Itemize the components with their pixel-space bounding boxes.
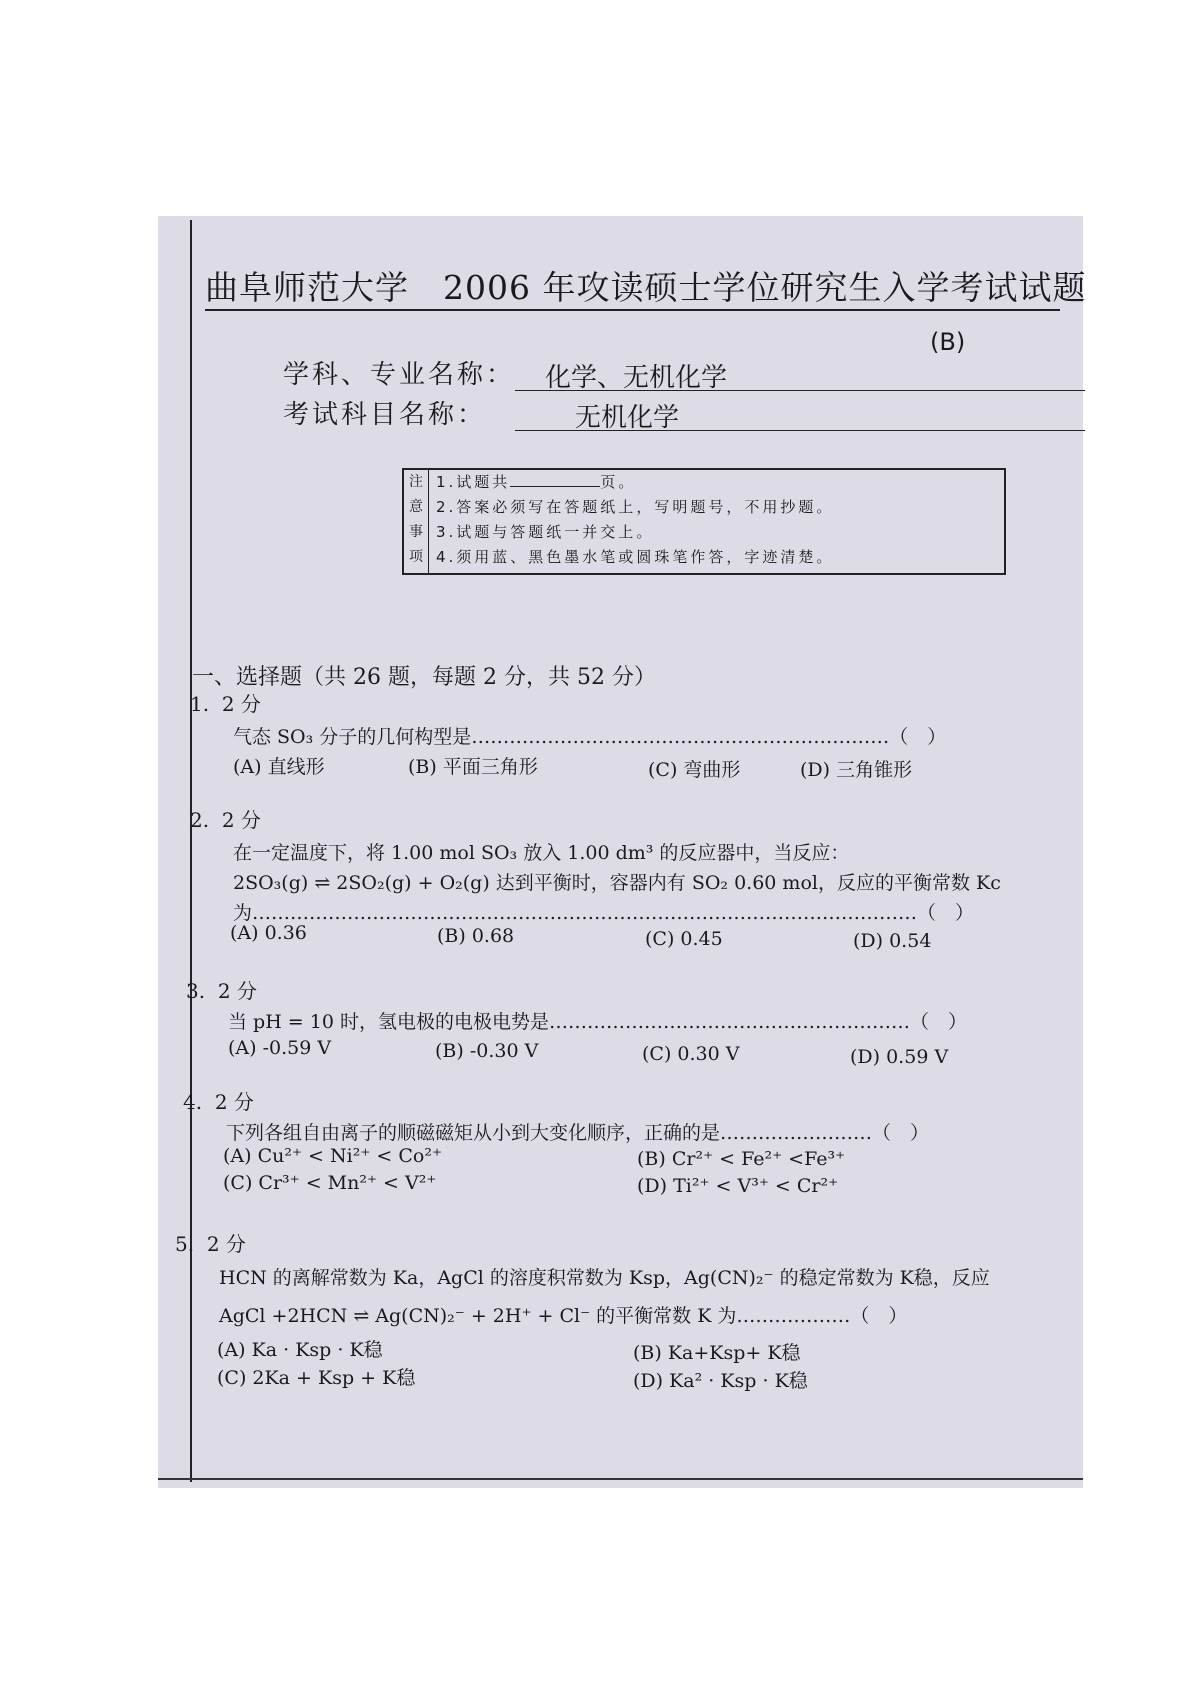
option-b: (B) 平面三角形 — [408, 756, 538, 778]
notice-head-char: 注 — [409, 474, 423, 490]
option-c: (C) 0.30 V — [642, 1043, 740, 1065]
section-title: 一、选择题（共 26 题，每题 2 分，共 52 分） — [192, 665, 656, 690]
question-stem: 气态 SO₃ 分子的几何构型是…………………………………………………………（ ） — [233, 726, 947, 748]
question-stem: 为……………………………………………………………………………………………（ ） — [233, 902, 975, 924]
option-d: (D) 0.54 — [853, 930, 932, 952]
major-value: 化学、无机化学 — [545, 363, 728, 393]
option-c: (C) 弯曲形 — [648, 759, 741, 781]
subject-label: 考试科目名称： — [283, 400, 487, 430]
question-stem: 2SO₃(g) ⇌ 2SO₂(g) + O₂(g) 达到平衡时，容器内有 SO₂ 0.60 mol，反应的平衡常数 Kc — [233, 872, 1001, 894]
question-stem: 下列各组自由离子的顺磁磁矩从小到大变化顺序，正确的是……………………（ ） — [226, 1122, 930, 1144]
option-a: (A) -0.59 V — [228, 1037, 332, 1059]
question-number: 2. 2 分 — [190, 808, 261, 832]
notice-item: 2.答案必须写在答题纸上，写明题号，不用抄题。 — [436, 498, 835, 516]
subject-value: 无机化学 — [575, 403, 680, 433]
notice-box — [402, 468, 1006, 575]
question-stem: AgCl +2HCN ⇌ Ag(CN)₂⁻ + 2H⁺ + Cl⁻ 的平衡常数 K 为………………（ ） — [219, 1305, 908, 1327]
option-c: (C) 0.45 — [645, 928, 723, 950]
option-a: (A) Cu²⁺ < Ni²⁺ < Co²⁺ — [223, 1145, 442, 1167]
option-b: (B) 0.68 — [437, 925, 515, 947]
question-number: 4. 2 分 — [183, 1090, 254, 1114]
option-b: (B) -0.30 V — [435, 1040, 539, 1062]
option-c: (C) 2Ka + Ksp + K稳 — [217, 1367, 416, 1389]
major-underline — [515, 390, 1085, 391]
option-a: (A) 直线形 — [233, 756, 325, 778]
frame-bottom-border — [158, 1478, 1083, 1480]
notice-item: 1.试题共 页。 — [436, 473, 637, 491]
frame-left-border — [190, 220, 192, 1482]
notice-item: 4.须用蓝、黑色墨水笔或圆珠笔作答，字迹清楚。 — [436, 548, 835, 566]
question-stem: HCN 的离解常数为 Ka，AgCl 的溶度积常数为 Ksp，Ag(CN)₂⁻ 的稳定常数为 K稳，反应 — [219, 1267, 990, 1289]
option-a: (A) Ka · Ksp · K稳 — [217, 1339, 383, 1361]
exam-title: 曲阜师范大学 2006 年攻读硕士学位研究生入学考试试题 — [205, 268, 1087, 307]
question-stem: 在一定温度下，将 1.00 mol SO₃ 放入 1.00 dm³ 的反应器中，当反应： — [233, 842, 850, 864]
question-number: 1. 2 分 — [190, 692, 261, 716]
notice-item: 3.试题与答题纸一并交上。 — [436, 523, 655, 541]
question-number: 3. 2 分 — [186, 979, 257, 1003]
paper-version: (B) — [930, 328, 966, 356]
subject-underline — [515, 430, 1085, 431]
notice-head-char: 意 — [409, 499, 423, 515]
notice-heading — [404, 470, 429, 573]
option-d: (D) Ka² · Ksp · K稳 — [633, 1370, 808, 1392]
option-a: (A) 0.36 — [230, 922, 307, 944]
option-d: (D) 0.59 V — [850, 1046, 949, 1068]
title-underline — [205, 309, 1060, 311]
option-c: (C) Cr³⁺ < Mn²⁺ < V²⁺ — [223, 1172, 437, 1194]
notice-head-char: 项 — [409, 549, 423, 565]
question-stem: 当 pH = 10 时，氢电极的电极电势是…………………………………………………（ ） — [228, 1011, 967, 1033]
option-b: (B) Ka+Ksp+ K稳 — [633, 1342, 801, 1364]
option-d: (D) 三角锥形 — [800, 759, 913, 781]
page-count-blank — [510, 472, 600, 487]
option-d: (D) Ti²⁺ < V³⁺ < Cr²⁺ — [637, 1175, 839, 1197]
notice-head-char: 事 — [409, 524, 423, 540]
notice-items — [436, 470, 834, 570]
question-number: 5. 2 分 — [175, 1232, 246, 1256]
major-label: 学科、专业名称： — [283, 360, 516, 390]
option-b: (B) Cr²⁺ < Fe²⁺ <Fe³⁺ — [637, 1148, 846, 1170]
